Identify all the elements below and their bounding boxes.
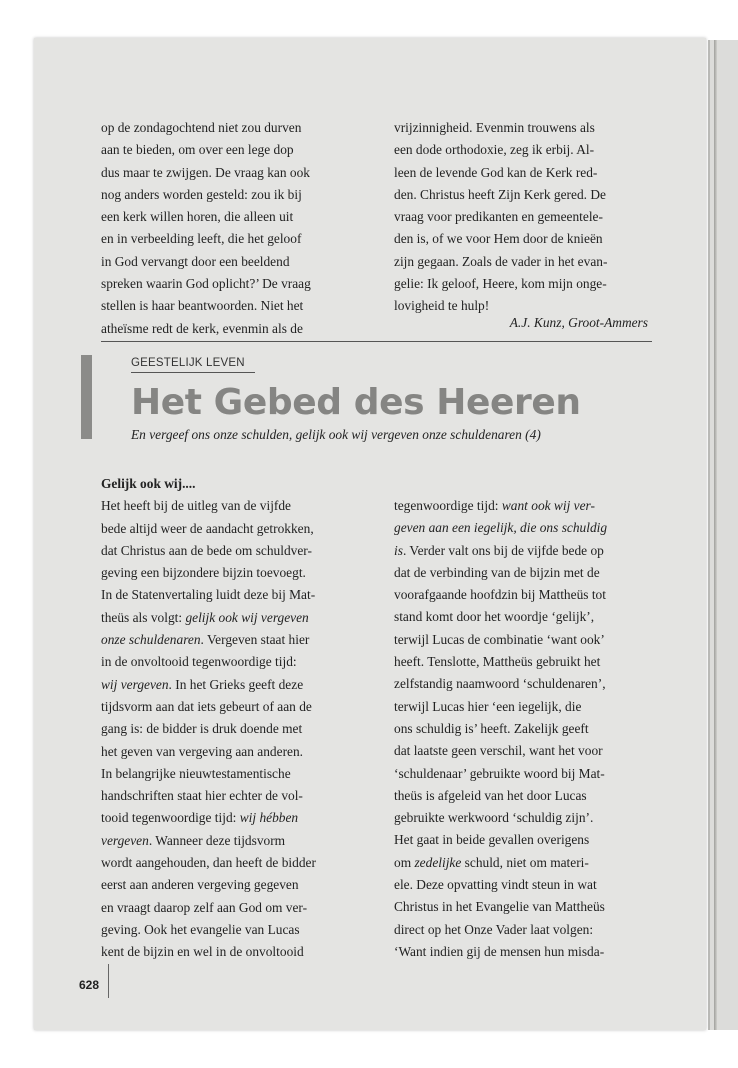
text-line: terwijl Lucas de combinatie ‘want ook’ bbox=[394, 631, 605, 647]
text-line: om zedelijke schuld, niet om materi- bbox=[394, 854, 589, 870]
emphasis: gelijk ook wij vergeven bbox=[185, 609, 309, 625]
text-line: theüs is afgeleid van het door Lucas bbox=[394, 787, 587, 803]
text-line: ons schuldig is’ heeft. Zakelijk geeft bbox=[394, 720, 589, 736]
text-line: dat Christus aan de bede om schuldver- bbox=[101, 542, 312, 558]
text-line: terwijl Lucas hier ‘een iegelijk, die bbox=[394, 698, 582, 714]
text-line: Het heeft bij de uitleg van de vijfde bbox=[101, 498, 292, 514]
text-line: gelie: Ik geloof, Heere, kom mijn onge- bbox=[394, 276, 607, 292]
text-line: vergeven. Wanneer deze tijdsvorm bbox=[101, 832, 286, 848]
emphasis: vergeven bbox=[101, 832, 149, 848]
text-line: lovigheid te hulp! bbox=[394, 298, 490, 314]
text-line: een dode orthodoxie, zeg ik erbij. Al- bbox=[394, 142, 595, 158]
text-line: een kerk willen horen, die alleen uit bbox=[101, 209, 294, 225]
emphasis: zedelijke bbox=[414, 854, 462, 870]
text-line: heeft. Tenslotte, Mattheüs gebruikt het bbox=[394, 654, 601, 670]
text-line: Het gaat in beide gevallen overigens bbox=[394, 832, 590, 848]
text-line: in de onvoltooid tegenwoordige tijd: bbox=[101, 654, 297, 670]
page-number-rule bbox=[108, 964, 109, 998]
emphasis: is bbox=[394, 542, 403, 558]
text-line: tijdsvorm aan dat iets gebeurt of aan de bbox=[101, 698, 312, 714]
text-line: tegenwoordige tijd: want ook wij ver- bbox=[394, 498, 595, 513]
text-line: theüs als volgt: gelijk ook wij vergeven bbox=[101, 609, 309, 625]
subhead: Gelijk ook wij.... bbox=[101, 476, 196, 491]
text-line bbox=[394, 517, 607, 539]
body-left-text bbox=[101, 495, 316, 963]
text-line: In belangrijke nieuwtestamentische bbox=[101, 765, 291, 781]
text-line: onze schuldenaren. Vergeven staat hier bbox=[101, 632, 310, 648]
text-line: voorafgaande hoofdzin bij Mattheüs tot bbox=[394, 587, 606, 603]
emphasis: wij vergeven bbox=[101, 676, 169, 692]
text-line: wij vergeven. In het Grieks geeft deze bbox=[101, 676, 304, 692]
next-page-edge bbox=[708, 40, 738, 1030]
text-line: vrijzinnigheid. Evenmin trouwens als bbox=[394, 120, 595, 135]
text-line: leen de levende God kan de Kerk red- bbox=[394, 164, 598, 180]
text-line: eerst aan anderen vergeving gegeven bbox=[101, 877, 299, 893]
text-line: stellen is haar beantwoorden. Niet het bbox=[101, 298, 304, 314]
text-line: stand komt door het woordje ‘gelijk’, bbox=[394, 609, 595, 625]
body-left-column bbox=[101, 473, 316, 964]
emphasis: want ook wij ver- bbox=[501, 498, 595, 513]
text-line: kent de bijzin en wel in de onvoltooid bbox=[101, 944, 304, 960]
top-left-column bbox=[101, 117, 311, 340]
section-divider bbox=[101, 341, 652, 342]
section-accent-bar bbox=[81, 355, 92, 439]
article-subtitle: En vergeef ons onze schulden, gelijk ook wij vergeven onze schuldenaren (4) bbox=[131, 427, 541, 442]
text-line: geving een bijzondere bijzin toevoegt. bbox=[101, 565, 306, 581]
body-right-column bbox=[394, 495, 607, 963]
text-line: handschriften staat hier echter de vol- bbox=[101, 788, 303, 804]
text-line: het geven van vergeving aan anderen. bbox=[101, 743, 304, 759]
text-line: gebruikte werkwoord ‘schuldig zijn’. bbox=[394, 810, 594, 826]
page-number: 628 bbox=[79, 978, 100, 992]
article-title: Het Gebed des Heeren bbox=[131, 382, 581, 423]
text-line: nog anders worden gesteld: zou ik bij bbox=[101, 186, 302, 202]
text-line: zelfstandig naamwoord ‘schuldenaren’, bbox=[394, 676, 606, 692]
text-line: ele. Deze opvatting vindt steun in wat bbox=[394, 877, 597, 893]
text-line: wordt aangehouden, dan heeft de bidder bbox=[101, 855, 316, 871]
text-line: dus maar te zwijgen. De vraag kan ook bbox=[101, 164, 310, 180]
text-line: geving. Ook het evangelie van Lucas bbox=[101, 921, 300, 937]
text-line: gang is: de bidder is druk doende met bbox=[101, 721, 303, 737]
text-line: vraag voor predikanten en gemeentele- bbox=[394, 209, 603, 225]
text-line: spreken waarin God oplicht?’ De vraag bbox=[101, 276, 311, 292]
text-line: bede altijd weer de aandacht getrokken, bbox=[101, 520, 314, 536]
text-line: is. Verder valt ons bij de vijfde bede op bbox=[394, 542, 604, 558]
text-line: dat de verbinding van de bijzin met de bbox=[394, 564, 600, 580]
text-line: den is, of we voor Hem door de knieën bbox=[394, 231, 603, 247]
text-line: ‘Want indien gij de mensen hun misda- bbox=[394, 943, 605, 959]
emphasis: wij hébben bbox=[239, 810, 299, 826]
text-line: tooid tegenwoordige tijd: wij hébben bbox=[101, 810, 299, 826]
text-line: zijn gegaan. Zoals de vader in het evan- bbox=[394, 253, 608, 269]
emphasis: geven aan een iegelijk, die ons schuldig bbox=[394, 520, 608, 536]
text-line: en vraagt daarop zelf aan God om ver- bbox=[101, 899, 308, 915]
text-line: In de Statenvertaling luidt deze bij Mat- bbox=[101, 587, 316, 603]
text-line: aan te bieden, om over een lege dop bbox=[101, 142, 294, 158]
text-line: dat laatste geen verschil, want het voor bbox=[394, 743, 603, 759]
text-line: ‘schuldenaar’ gebruikte woord bij Mat- bbox=[394, 765, 605, 781]
text-line: den. Christus heeft Zijn Kerk gered. De bbox=[394, 186, 606, 202]
text-line: direct op het Onze Vader laat volgen: bbox=[394, 921, 594, 937]
text-line: en in verbeelding leeft, die het geloof bbox=[101, 231, 302, 247]
emphasis: onze schuldenaren bbox=[101, 632, 201, 648]
text-line: atheïsme redt de kerk, evenmin als de bbox=[101, 320, 303, 336]
text-line: op de zondagochtend niet zou durven bbox=[101, 120, 302, 135]
author-signature: A.J. Kunz, Groot-Ammers bbox=[509, 315, 648, 330]
text-line: in God vervangt door een beeldend bbox=[101, 253, 290, 269]
section-label: GEESTELIJK LEVEN bbox=[131, 357, 255, 373]
top-right-column bbox=[394, 117, 607, 318]
text-line: Christus in het Evangelie van Mattheüs bbox=[394, 899, 605, 915]
